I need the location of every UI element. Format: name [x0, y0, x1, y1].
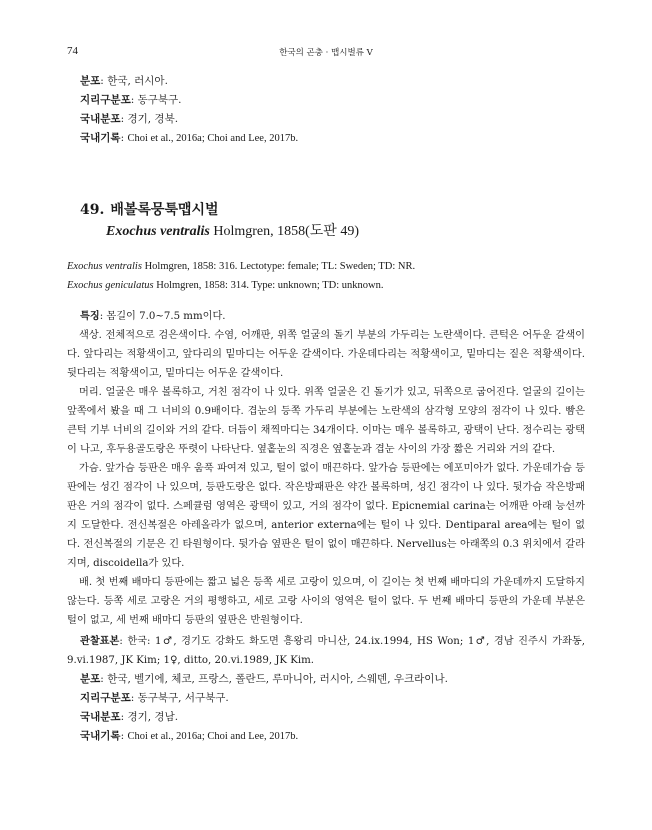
records-line: 국내기록: Choi et al., 2016a; Choi and Lee, 2017b.	[80, 132, 299, 144]
species-author: Holmgren, 1858	[213, 224, 306, 239]
domestic-line: 국내분포: 경기, 경북.	[80, 113, 179, 125]
description-color: 색상. 전체적으로 검은색이다. 수염, 어깨판, 위쪽 얼굴의 돌기 부분의 가두리는 노란색이다. 큰턱은 어두운 갈색이다. 앞다리는 적황색이고, 앞다리의 밑마디는 어두운 갈색이다. 가운데다리는 적황색이고, 밑마디는 짙은 적황색이다. 뒷다리는 적황색이고, 밑마디는 어두운 갈색이다.	[67, 330, 585, 379]
description-abdomen: 배. 첫 번째 배마디 등판에는 짧고 넓은 등쪽 세로 고랑이 있으며, 이 길이는 첫 번째 배마디의 가운데까지 도달하지 않는다. 등쪽 세로 고랑은 거의 평행하고, 세로 고랑 사이의 영역은 털이 없다. 두 번째 배마디 등판의 가운데 부분은 털이 없고, 세 번째 배마디 등판의 옆판은 반원형이다.	[67, 577, 585, 626]
diagnosis: 특징: 몸길이 7.0~7.5 mm이다.	[80, 310, 226, 322]
material-examined: 관찰표본: 한국: 1♂, 경기도 강화도 화도면 흥왕리 마니산, 24.ix.1994, HS Won; 1♂, 경남 진주시 가좌동, 9.vi.1987, JK Kim; 1♀, ditto, 20.vi.1989, JK Kim.	[67, 635, 585, 666]
records-line: 국내기록: Choi et al., 2016a; Choi and Lee, 2017b.	[80, 730, 299, 742]
description	[67, 307, 585, 630]
species-plate: (도판 49)	[305, 224, 359, 239]
distribution-line: 분포: 한국, 벨기에, 체코, 프랑스, 폴란드, 루마니아, 러시아, 스웨덴, 우크라이나.	[80, 673, 448, 685]
page-header	[67, 45, 585, 61]
description-head: 머리. 얼굴은 매우 볼록하고, 거친 점각이 나 있다. 위쪽 얼굴은 긴 돌기가 있고, 뒤쪽으로 굽어진다. 얼굴의 길이는 앞쪽에서 봤을 때 그 너비의 0.9배이다. 겹눈의 등쪽 가두리 부분에는 노란색의 삼각형 모양의 점각이 나 있다. 빰은 큰턱 기부 너비의 길이와 거의 같다. 더듬이 채찍마디는 34개이다. 이마는 매우 볼록하고, 광택이 난다. 정수리는 광택이 나고, 후두용골도랑은 뚜렷이 나타난다. 옆홑눈의 직경은 옆홑눈과 겹눈 사이의 가장 짧은 거리와 거의 같다.	[67, 387, 585, 455]
species-scientific-name: Exochus ventralis	[106, 224, 210, 239]
bottom-distribution	[80, 670, 582, 746]
species-scientific-heading	[106, 221, 359, 243]
species-korean-name: 배볼록뭉툭맵시벌	[110, 202, 219, 218]
synonym-line: Exochus ventralis Holmgren, 1858: 316. Lectotype: female; TL: Sweden; TD: NR.	[67, 261, 416, 272]
description-thorax: 가슴. 앞가슴 등판은 매우 움푹 파여져 있고, 털이 없이 매끈하다. 앞가슴 등판에는 에포미아가 없다. 가운데가슴 등판에는 성긴 점각이 나 있으며, 등판도랑은 없다. 작은방패판은 약간 볼록하며, 성긴 점각이 나 있다. 뒷가슴 작은방패판은 거의 점각이 없다. 스페큘럼 영역은 광택이 있고, 거의 점각이 없다. Epicnemial carina는 어깨판 아래 능선까지 도달한다. 전신복절은 아레올라가 없으며, anterior externa에는 털이 나 있다. Dentiparal area에는 털이 없다. 전신복절의 기문은 긴 타원형이다. 뒷가슴 옆판은 털이 없이 매끈하다. Nervellus는 아래쪽의 0.3 위치에서 갈라지며, discoidella가 있다.	[67, 463, 585, 569]
domestic-line: 국내분포: 경기, 경남.	[80, 711, 179, 723]
top-records	[80, 72, 582, 148]
running-title: 한국의 곤충 · 맵시벌류 V	[279, 48, 373, 58]
zoogeo-line: 지리구분포: 동구북구, 서구북구.	[80, 692, 229, 704]
page-number: 74	[67, 45, 78, 57]
distribution-line: 분포: 한국, 러시아.	[80, 75, 168, 87]
zoogeo-line: 지리구분포: 동구북구.	[80, 94, 182, 106]
species-heading	[80, 199, 219, 221]
species-number: 49.	[80, 202, 105, 218]
bottom-records	[67, 632, 585, 670]
synonym-line: Exochus geniculatus Holmgren, 1858: 314. Type: unknown; TD: unknown.	[67, 280, 384, 291]
